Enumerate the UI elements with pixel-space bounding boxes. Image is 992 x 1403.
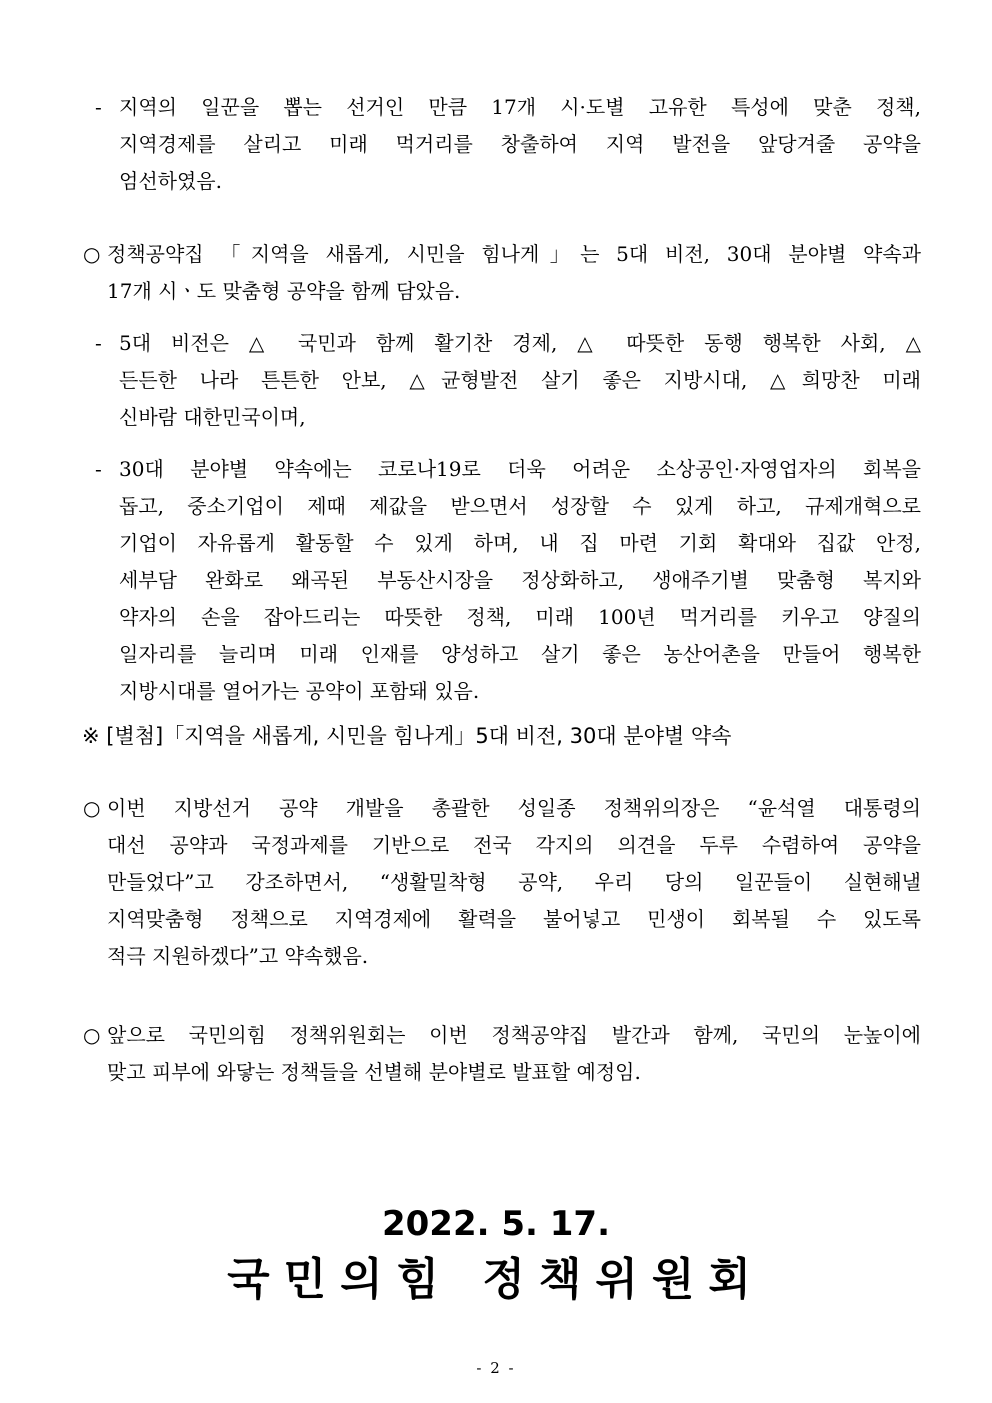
text-line: 일자리를 늘리며 미래 인재를 양성하고 살기 좋은 농산어촌을 만들어 행복한 (119, 642, 921, 666)
text-line: 17개 시ㆍ도 맞춤형 공약을 함께 담았음. (107, 279, 461, 303)
paragraph (0, 790, 992, 975)
paragraph-row (0, 488, 992, 525)
paragraph (0, 236, 992, 310)
bullet-marker: ○ (83, 1023, 101, 1047)
text-line: 지방시대를 열어가는 공약이 포함돼 있음. (119, 679, 480, 703)
text-line: 적극 지원하겠다”고 약속했음. (107, 944, 369, 968)
text-line: 기업이 자유롭게 활동할 수 있게 하며, 내 집 마련 기회 확대와 집값 안정, (119, 531, 921, 555)
paragraph-row (0, 163, 992, 200)
paragraph-row (0, 236, 992, 273)
paragraph (0, 451, 992, 710)
paragraph-row (0, 362, 992, 399)
bullet-marker: ○ (83, 242, 101, 266)
paragraph-row (0, 938, 992, 975)
text-line: 5대 비전은 △ 국민과 함께 활기찬 경제, △ 따뜻한 동행 행복한 사회, △ (119, 331, 921, 355)
bullet-marker: - (95, 457, 102, 481)
text-line: 돕고, 중소기업이 제때 제값을 받으면서 성장할 수 있게 하고, 규제개혁으로 (119, 494, 921, 518)
paragraph (0, 89, 992, 200)
text-line: 만들었다”고 강조하면서, “생활밀착형 공약, 우리 당의 일꾼들이 실현해낼 (107, 870, 921, 894)
release-date: 2022. 5. 17. (381, 1204, 611, 1244)
bullet-marker: - (95, 331, 102, 355)
text-line: 앞으로 국민의힘 정책위원회는 이번 정책공약집 발간과 함께, 국민의 눈높이에 (107, 1023, 921, 1047)
paragraph-row (0, 827, 992, 864)
text-line: 신바람 대한민국이며, (119, 405, 306, 429)
text-line: 30대 분야별 약속에는 코로나19로 더욱 어려운 소상공인·자영업자의 회복을 (119, 457, 921, 481)
paragraph-row (0, 89, 992, 126)
text-line: 대선 공약과 국정과제를 기반으로 전국 각지의 의견을 두루 수렴하여 공약을 (107, 833, 921, 857)
text-line: 엄선하였음. (119, 169, 222, 193)
text-line: 지역경제를 살리고 미래 먹거리를 창출하여 지역 발전을 앞당겨줄 공약을 (119, 132, 921, 156)
text-line: 지역의 일꾼을 뽑는 선거인 만큼 17개 시·도별 고유한 특성에 맞춘 정책, (119, 95, 921, 119)
paragraph-row (0, 790, 992, 827)
paragraph-row (0, 1017, 992, 1054)
attachment-note: ※ [별첨]「지역을 새롭게, 시민을 힘나게」5대 비전, 30대 분야별 약속 (82, 724, 732, 748)
paragraph-row (0, 636, 992, 673)
text-line: 지역맞춤형 정책으로 지역경제에 활력을 불어넣고 민생이 회복될 수 있도록 (107, 907, 921, 931)
page-number: - 2 - (476, 1359, 516, 1377)
paragraph-row (0, 673, 992, 710)
text-line: 이번 지방선거 공약 개발을 총괄한 성일종 정책위의장은 “윤석열 대통령의 (107, 796, 921, 820)
paragraph-row (0, 273, 992, 310)
organization-name: 국민의힘 정책위원회 (227, 1254, 765, 1305)
paragraph-row (0, 1054, 992, 1091)
text-line: 약자의 손을 잡아드리는 따뜻한 정책, 미래 100년 먹거리를 키우고 양질의 (119, 605, 921, 629)
paragraph-row (0, 399, 992, 436)
paragraph-row (0, 562, 992, 599)
paragraph-row (0, 525, 992, 562)
paragraph-row (0, 126, 992, 163)
paragraph (0, 325, 992, 436)
text-line: 든든한 나라 튼튼한 안보, △균형발전 살기 좋은 지방시대, △희망찬 미래 (119, 368, 921, 392)
text-line: 정책공약집 「지역을 새롭게, 시민을 힘나게」는 5대 비전, 30대 분야별 약속과 (107, 242, 921, 266)
paragraph-row (0, 325, 992, 362)
paragraph-row (0, 864, 992, 901)
paragraph-row (0, 599, 992, 636)
bullet-marker: - (95, 95, 102, 119)
bullet-marker: ○ (83, 796, 101, 820)
paragraph (0, 1017, 992, 1091)
paragraph-row (0, 451, 992, 488)
text-line: 맞고 피부에 와닿는 정책들을 선별해 분야별로 발표할 예정임. (107, 1060, 641, 1084)
paragraph-row (0, 901, 992, 938)
text-line: 세부담 완화로 왜곡된 부동산시장을 정상화하고, 생애주기별 맞춤형 복지와 (119, 568, 921, 592)
